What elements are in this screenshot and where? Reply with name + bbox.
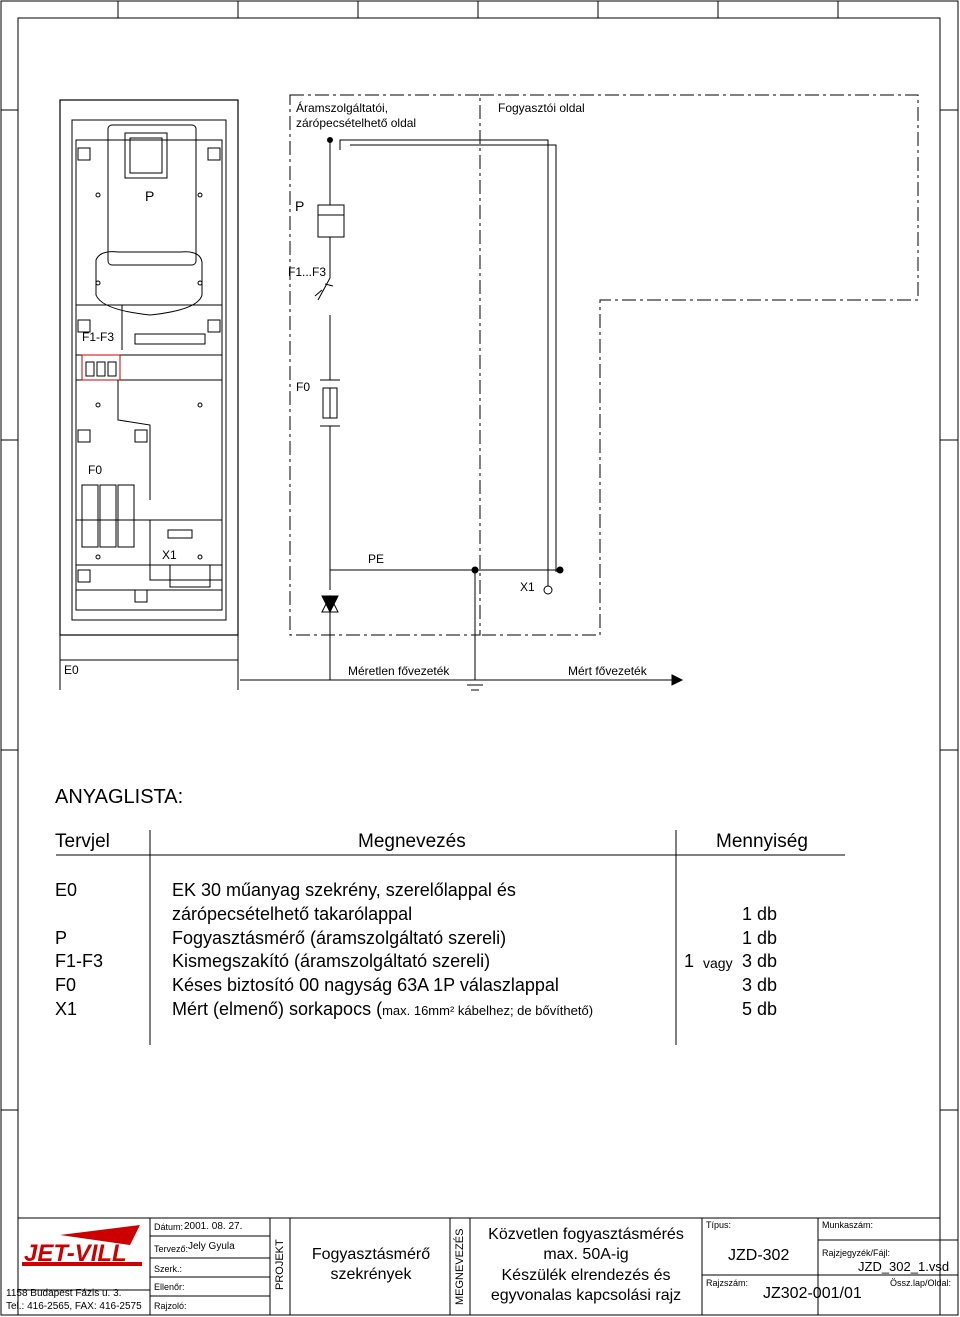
date-value: 2001. 08. 27. <box>184 1221 243 1232</box>
row-name <box>172 999 593 1020</box>
checker-label: Ellenőr: <box>154 1282 185 1292</box>
designer-label: Tervező: <box>154 1244 189 1254</box>
supplier-side-label: Áramszolgáltatói, <box>296 101 389 115</box>
row-code: F0 <box>55 975 77 995</box>
terminal-label-cabinet: X1 <box>162 548 177 562</box>
file-value: JZD_302_1.vsd <box>858 1259 950 1274</box>
name-line-3: Készülék elrendezés és <box>501 1267 671 1284</box>
drawing-no-label: Rajzszám: <box>706 1278 749 1288</box>
project-value: Fogyasztásmérő szekrények <box>311 1246 431 1283</box>
file-label: Rajzjegyzék/Fájl: <box>822 1248 891 1258</box>
row-qty: 3 db <box>742 951 778 971</box>
row-qty-prefix: 1 <box>684 951 695 971</box>
supplier-side-label-2: zárópecsételhető oldal <box>296 116 417 130</box>
row-code: P <box>55 928 68 948</box>
type-label: Típus: <box>706 1220 732 1230</box>
breaker-label-cabinet: F1-F3 <box>82 330 115 344</box>
row-name: Kismegszakító (áramszolgáltató szereli) <box>172 951 491 971</box>
row-name-note: max. 16mm² kábelhez; de bővíthető) <box>382 1003 594 1018</box>
row-name: Késes biztosító 00 nagyság 63A 1P válaszlappal <box>172 975 559 995</box>
name-line-4: egyvonalas kapcsolási rajz <box>490 1287 682 1304</box>
fuse-label-cabinet: F0 <box>88 463 103 477</box>
company-name: JET-VILL <box>24 1240 127 1267</box>
name-line-2: max. 50A-ig <box>543 1246 629 1263</box>
row-name-main: Mért (elmenő) sorkapocs ( <box>172 999 383 1019</box>
row-code: X1 <box>55 999 78 1019</box>
row-name: EK 30 műanyag szekrény, szerelőlappal és <box>172 880 516 900</box>
cabinet-code-label: E0 <box>64 663 79 677</box>
unmetered-line-label: Méretlen fővezeték <box>348 664 450 678</box>
editor-label: Szerk.: <box>154 1264 183 1274</box>
company-address: 1158 Budapest Fázis u. 3. <box>6 1288 122 1299</box>
row-qty: 1 db <box>742 904 778 924</box>
company-phone: Tel.: 416-2565, FAX: 416-2575 <box>6 1301 142 1312</box>
header-code: Tervjel <box>55 831 110 852</box>
meter-label-schematic: P <box>295 198 305 214</box>
row-code: F1-F3 <box>55 951 104 971</box>
name-line-1: Közvetlen fogyasztásmérés <box>488 1226 684 1243</box>
row-code: E0 <box>55 880 78 900</box>
date-label: Dátum: <box>154 1222 184 1232</box>
header-name: Megnevezés <box>358 831 466 852</box>
job-label: Munkaszám: <box>822 1220 874 1230</box>
pe-label: PE <box>368 552 385 566</box>
meter-label-cabinet: P <box>145 188 155 204</box>
designer-value: Jely Gyula <box>188 1241 235 1252</box>
sheet-label: Össz.lap/Oldal: <box>890 1278 952 1288</box>
row-name: Fogyasztásmérő (áramszolgáltató szereli) <box>172 928 507 948</box>
terminal-label-schematic: X1 <box>520 580 535 594</box>
project-caption: PROJEKT <box>274 1239 286 1290</box>
name-caption: MEGNEVEZÉS <box>454 1228 466 1305</box>
drafter-label: Rajzoló: <box>154 1301 187 1311</box>
row-qty: 5 db <box>742 999 778 1019</box>
row-name: zárópecsételhető takarólappal <box>172 904 413 924</box>
consumer-side-label: Fogyasztói oldal <box>498 101 585 115</box>
material-list-title: ANYAGLISTA: <box>55 786 184 808</box>
row-qty: 3 db <box>742 975 778 995</box>
type-value: JZD-302 <box>728 1247 790 1264</box>
metered-line-label: Mért fővezeték <box>568 664 647 678</box>
row-qty-or: vagy <box>703 955 733 971</box>
drawing-no-value: JZ302-001/01 <box>763 1285 862 1302</box>
row-qty: 1 db <box>742 928 778 948</box>
header-qty: Mennyiség <box>716 831 808 852</box>
fuse-label-schematic: F0 <box>296 380 311 394</box>
breaker-label-schematic: F1...F3 <box>288 265 327 279</box>
